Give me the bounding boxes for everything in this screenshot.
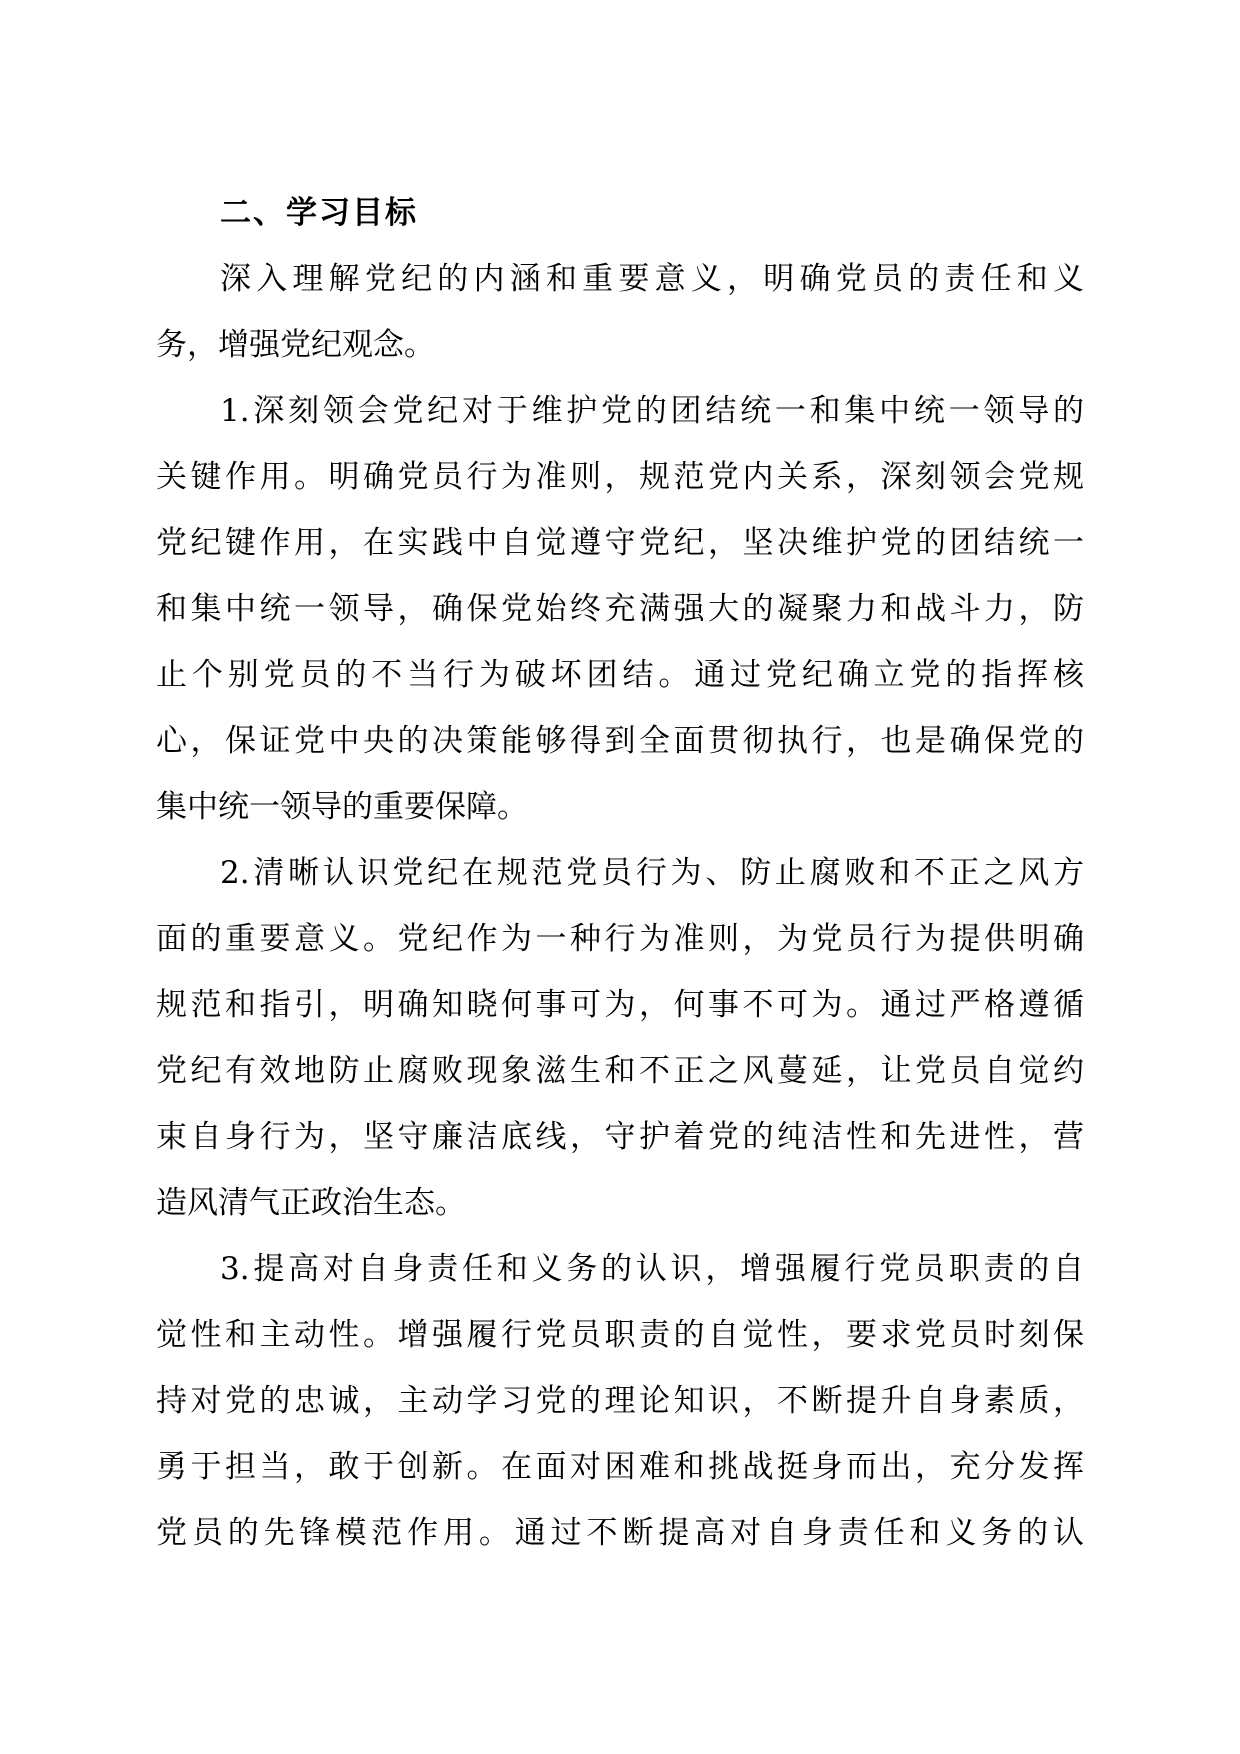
- paragraph-item-1: [156, 378, 1084, 840]
- paragraph-line: 党员的先锋模范作用。通过不断提高对自身责任和义务的认: [156, 1515, 1084, 1551]
- document-body: [156, 180, 1084, 1566]
- paragraph-line: 关键作用。明确党员行为准则，规范党内关系，深刻领会党规: [156, 459, 1084, 495]
- paragraph-line: 心，保证党中央的决策能够得到全面贯彻执行，也是确保党的: [156, 723, 1084, 759]
- paragraph-line: 党纪有效地防止腐败现象滋生和不正之风蔓延，让党员自觉约: [156, 1053, 1084, 1089]
- paragraph-item-2: [156, 840, 1084, 1236]
- paragraph-line: 深入理解党纪的内涵和重要意义，明确党员的责任和义: [220, 261, 1084, 297]
- paragraph-line: 3.提高对自身责任和义务的认识，增强履行党员职责的自: [220, 1251, 1084, 1287]
- paragraph-line: 集中统一领导的重要保障。: [156, 789, 528, 825]
- paragraph-line: 务，增强党纪观念。: [156, 327, 435, 363]
- paragraph-line: 2.清晰认识党纪在规范党员行为、防止腐败和不正之风方: [220, 855, 1084, 891]
- paragraph-line: 面的重要意义。党纪作为一种行为准则，为党员行为提供明确: [156, 921, 1084, 957]
- paragraph-line: 持对党的忠诚，主动学习党的理论知识，不断提升自身素质，: [156, 1383, 1084, 1419]
- paragraph-line: 束自身行为，坚守廉洁底线，守护着党的纯洁性和先进性，营: [156, 1119, 1084, 1155]
- paragraph-line: 勇于担当，敢于创新。在面对困难和挑战挺身而出，充分发挥: [156, 1449, 1084, 1485]
- paragraph-line: 止个别党员的不当行为破坏团结。通过党纪确立党的指挥核: [156, 657, 1084, 693]
- paragraph-intro: [156, 246, 1084, 378]
- paragraph-line: 1.深刻领会党纪对于维护党的团结统一和集中统一领导的: [220, 393, 1084, 429]
- paragraph-item-3: [156, 1236, 1084, 1566]
- paragraph-line: 觉性和主动性。增强履行党员职责的自觉性，要求党员时刻保: [156, 1317, 1084, 1353]
- paragraph-line: 造风清气正政治生态。: [156, 1185, 466, 1221]
- paragraph-line: 规范和指引，明确知晓何事可为，何事不可为。通过严格遵循: [156, 987, 1084, 1023]
- section-heading: 二、学习目标: [220, 195, 418, 231]
- paragraph-line: 和集中统一领导，确保党始终充满强大的凝聚力和战斗力，防: [156, 591, 1084, 627]
- paragraph-line: 党纪键作用，在实践中自觉遵守党纪，坚决维护党的团结统一: [156, 525, 1084, 561]
